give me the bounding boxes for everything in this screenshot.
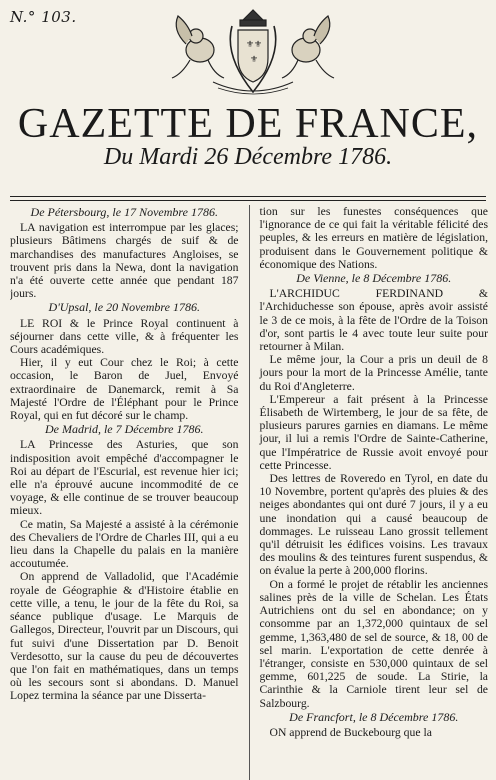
dateline: De Pétersbourg, le 17 Novembre 1786. xyxy=(30,205,218,219)
article-paragraph: LA Princesse des Asturies, que son indisposition avoit empêché d'accompagner le Roi au départ de l'Escurial, est revenue hier ici; elle n'a éprouvé aucune incommodité de ce voyage, & elle continue de se trouver beaucoup mieux. xyxy=(10,438,239,518)
article-paragraph: LA navigation est interrompue par les glaces; plusieurs Bâtimens chargés de suif & de marchandises des manufactures Angloises, se trouvent pris dans la Newa, dont la navigation n'a été ouverte cette année que pendant 187 jours. xyxy=(10,221,239,301)
article-paragraph: LE ROI & le Prince Royal continuent à séjourner dans cette ville, & à fréquenter les Cours académiques. xyxy=(10,316,239,357)
right-column xyxy=(260,205,489,780)
article-paragraph: L'ARCHIDUC FERDINAND & l'Archiduchesse son épouse, après avoir assisté le 3 de ce mois, à la fête de l'Ordre de la Toison d'or, sont partis le 4 avec toute leur suite pour retourner à Milan. xyxy=(259,287,488,354)
article-columns xyxy=(10,205,488,780)
article-paragraph: Hier, il y eut Cour chez le Roi; à cette occasion, le Baron de Juel, Envoyé extraordinaire de Danemarck, remit à Sa Majesté l'Ordre de l'Éléphant pour le Prince Royal, qui en fut décoré sur le champ. xyxy=(10,356,239,423)
column-divider xyxy=(249,205,250,780)
article-paragraph: Le même jour, la Cour a pris un deuil de 8 jours pour la mort de la Princesse Amélie, tante du Roi d'Angleterre. xyxy=(259,353,488,393)
article-paragraph: Des lettres de Roveredo en Tyrol, en date du 10 Novembre, portent qu'après des pluies & des neiges abondantes qui ont duré 7 jours, il y a eu une inondation qui a causé beaucoup de dommages. Le ruisseau Lano grossit tellement qu'il détruisit les édifices voisins. Les travaux des moulins & des teintures furent suspendus, & on évalue la perte à 200,000 florins. xyxy=(259,472,488,578)
issue-date: Du Mardi 26 Décembre 1786. xyxy=(103,144,393,170)
dateline: De Vienne, le 8 Décembre 1786. xyxy=(296,271,452,286)
royal-crest-icon xyxy=(168,2,338,100)
article-paragraph: L'Empereur a fait présent à la Princesse Élisabeth de Wirtemberg, le jour de sa fête, de plusieurs parures garnies en diamans. Le même jour, il lui a remis l'Ordre de Sainte-Catherine, que l'Impératrice de Russie avoit envoyé pour cette Princesse. xyxy=(259,392,488,472)
svg-text:⚜: ⚜ xyxy=(250,55,259,65)
article-paragraph: tion sur les funestes conséquences que l'ignorance de ce qui fait la véritable félicité des peuples, & les erreurs en matière de législation, produisent dans le Gouvernement politique & économique des Nations. xyxy=(259,205,488,271)
article-paragraph: Ce matin, Sa Majesté a assisté à la cérémonie des Chevaliers de l'Ordre de Charles III, qui a eu lieu dans la Chapelle du palais en la manière accoutumée. xyxy=(10,517,239,571)
svg-text:⚜: ⚜ xyxy=(254,40,263,50)
svg-text:⚜: ⚜ xyxy=(246,40,255,50)
header-rule-thin xyxy=(10,200,486,201)
dateline: De Francfort, le 8 Décembre 1786. xyxy=(289,709,459,724)
article-paragraph: On apprend de Valladolid, que l'Académie royale de Géographie & d'Histoire établie en cette ville, a tenu, le jour de la fête du Roi, sa séance publique d'usage. Le Marquis de Gallegos, Directeur, l'ouvrit par un Discours, qui fut suivi d'une Dissertation par D. Benoit Verdesotto, sur la cause du peu de découvertes que l'on fait en mathématiques, dans un temps où les secours sont si abondans. D. Manuel Lopez termina la séance par une Disserta- xyxy=(10,570,239,703)
article-paragraph: On a formé le projet de rétablir les anciennes salines près de la ville de Schelan. Les États Autrichiens ont du sel en abondance; on y consomme par an 1,372,000 quintaux de sel gemme, 1,363,480 de sel de source, & 18, 00 de sel marin. L'exportation de cette denrée à l'étranger, consiste en 530,000 quintaux de sel gemme, 601,225 de soude. La Stirie, la Carinthie & la Carniole tirent leur sel de Salzbourg. xyxy=(259,577,488,710)
issue-number: N.° 103. xyxy=(10,8,77,26)
newspaper-title: GAZETTE DE FRANCE, xyxy=(17,101,479,147)
header-rule xyxy=(10,196,486,197)
dateline: D'Upsal, le 20 Novembre 1786. xyxy=(48,300,200,315)
dateline: De Madrid, le 7 Décembre 1786. xyxy=(44,422,204,437)
left-column xyxy=(10,205,239,780)
article-paragraph: ON apprend de Buckebourg que la xyxy=(269,725,432,739)
